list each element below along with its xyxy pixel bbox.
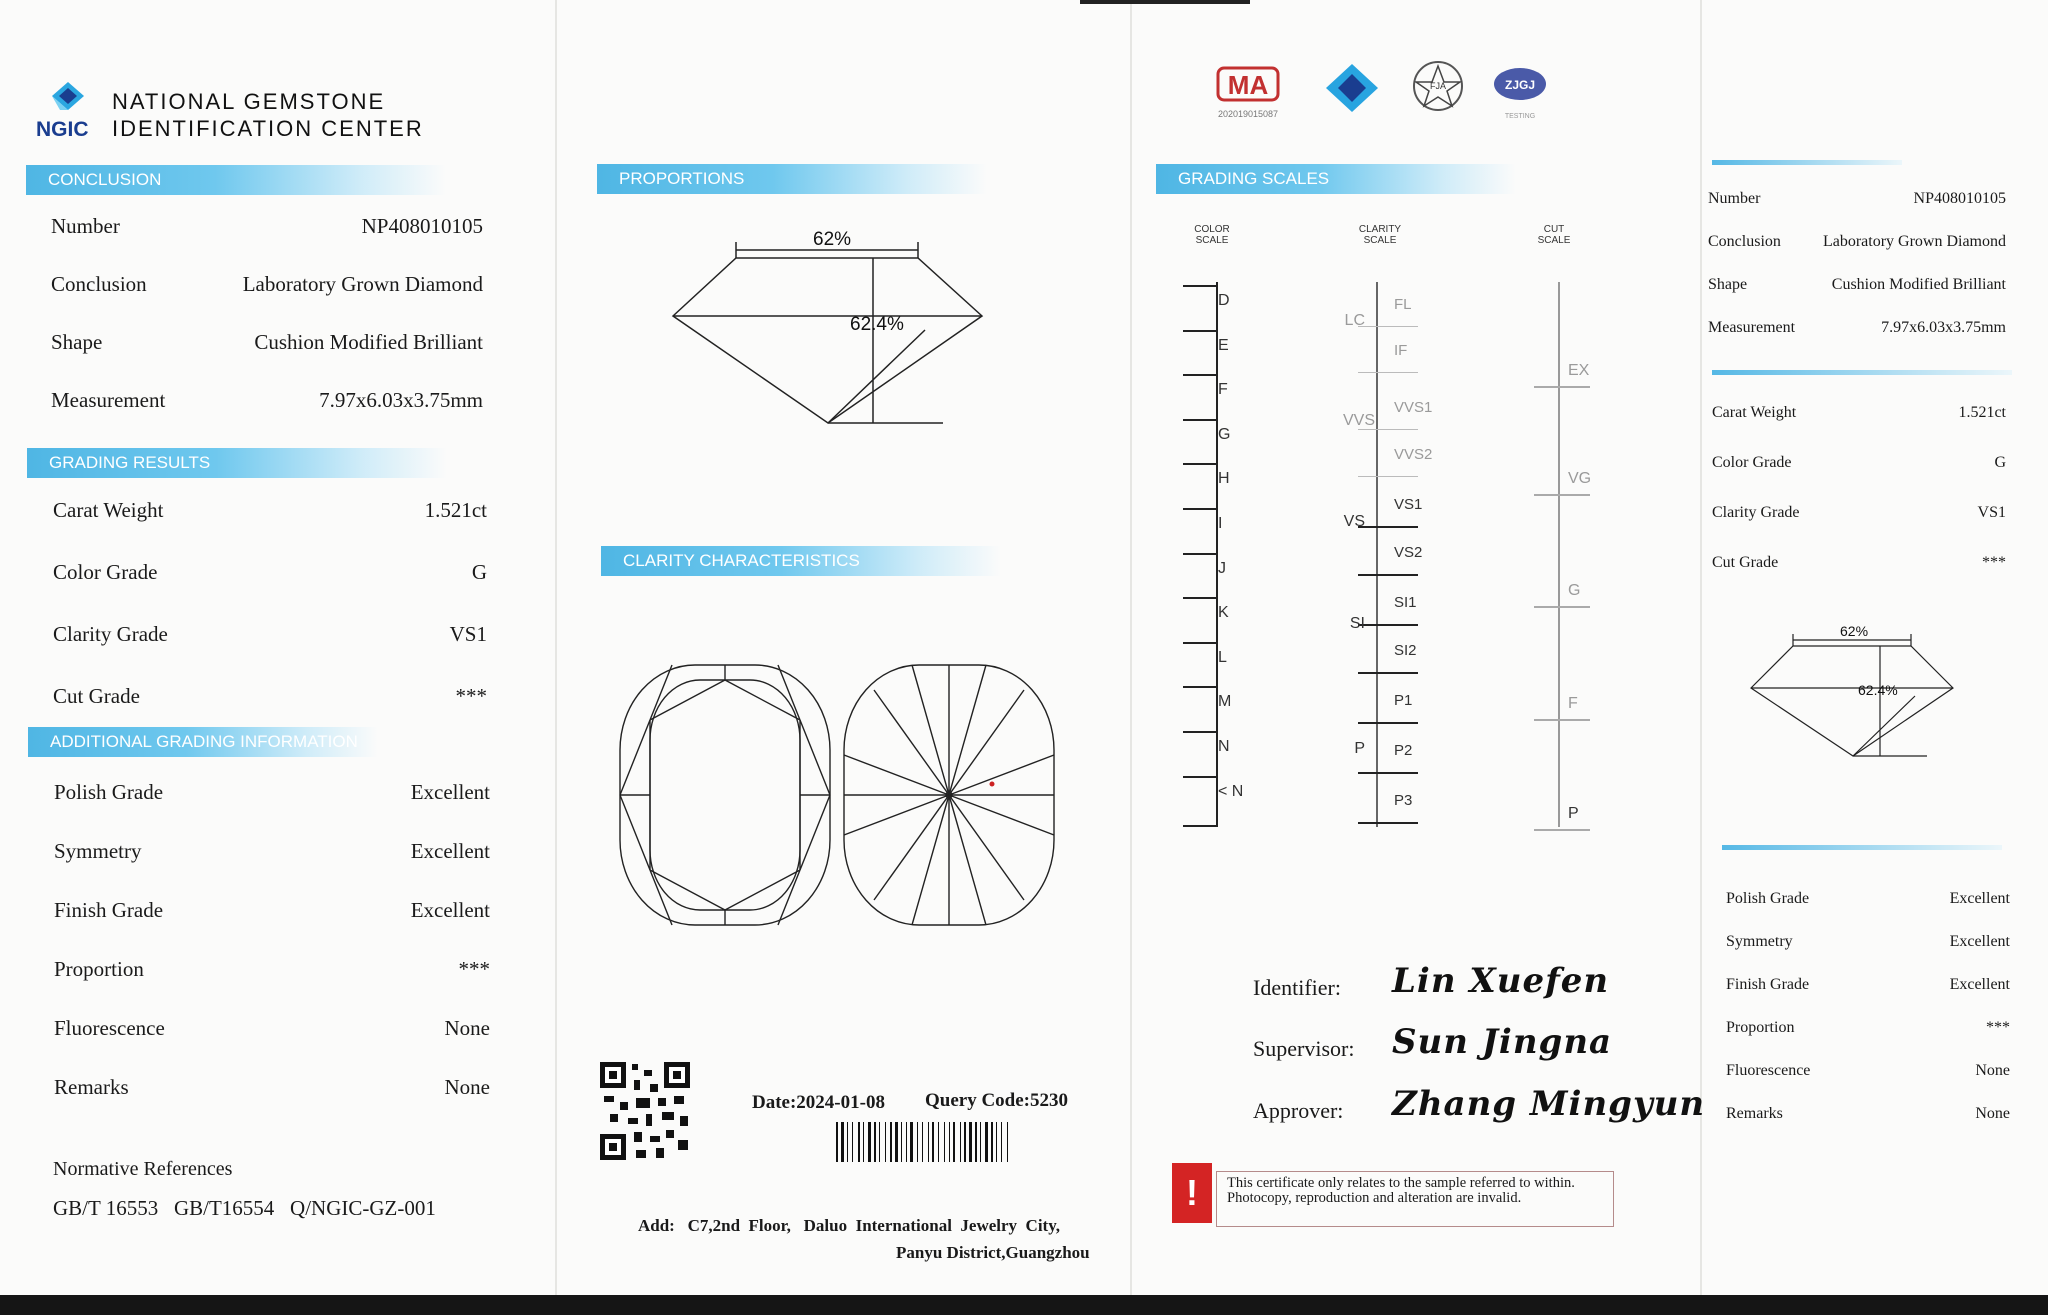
svg-text:202019015087: 202019015087 bbox=[1217, 109, 1279, 119]
barcode-bar bbox=[949, 1122, 950, 1162]
clarity-grade-label: VVS2 bbox=[1394, 446, 1433, 463]
barcode-bar bbox=[868, 1122, 871, 1162]
field-value: Laboratory Grown Diamond bbox=[242, 272, 483, 296]
field-symmetry bbox=[54, 839, 490, 866]
field-measurement bbox=[1708, 319, 2006, 341]
clarity-grade-label: P1 bbox=[1394, 692, 1413, 709]
barcode-bar bbox=[932, 1122, 934, 1162]
signature-name: Lin Xuefen bbox=[1392, 961, 1610, 1001]
scale-tick bbox=[1183, 731, 1216, 733]
field-label: Conclusion bbox=[1708, 233, 1781, 250]
clarity-grade-label: SI2 bbox=[1394, 642, 1417, 659]
barcode-bar bbox=[953, 1122, 955, 1162]
scale-tick bbox=[1358, 526, 1418, 528]
inclusion-mark bbox=[990, 782, 995, 787]
color-grade-label: M bbox=[1218, 693, 1232, 711]
scale-tick bbox=[1183, 419, 1216, 421]
barcode-bar bbox=[938, 1122, 939, 1162]
scale-tick bbox=[1183, 285, 1216, 287]
field-label: Number bbox=[1708, 190, 1761, 207]
field-label: Symmetry bbox=[1726, 933, 1793, 950]
scale-tick bbox=[1534, 494, 1590, 496]
field-value: Excellent bbox=[1949, 976, 2010, 993]
brand-short: NGIC bbox=[36, 118, 89, 141]
cut-grade-label: EX bbox=[1568, 362, 1590, 379]
color-grade-label: K bbox=[1218, 604, 1229, 622]
field-number bbox=[51, 214, 483, 241]
barcode-bar bbox=[980, 1122, 981, 1162]
field-label: Cut Grade bbox=[1712, 554, 1779, 571]
cut-scale-title: CUT SCALE bbox=[1537, 224, 1571, 246]
barcode-bar bbox=[910, 1122, 913, 1162]
color-grade-label: J bbox=[1218, 559, 1226, 577]
clarity-group-label: VS bbox=[1343, 513, 1365, 530]
notice-text: This certificate only relates to the sample referred to within. Photocopy, reproduction and alteration are invalid. bbox=[1216, 1171, 1614, 1227]
field-label: Shape bbox=[51, 330, 103, 354]
scale-tick bbox=[1183, 374, 1216, 376]
field-conclusion bbox=[51, 272, 483, 299]
barcode-bar bbox=[985, 1122, 988, 1162]
field-label: Proportion bbox=[1726, 1019, 1795, 1036]
field-proportion bbox=[1726, 1019, 2010, 1041]
page-edge bbox=[1080, 0, 1250, 4]
scale-tick bbox=[1534, 386, 1590, 388]
clarity-group-label: P bbox=[1354, 740, 1365, 757]
certificate-sheet: NATIONAL GEMSTONE IDENTIFICATION CENTER NGIC CONCLUSION Number NP408010105 Conclusion Laboratory Grown Diamond Shape Cushion Modified Brilliant Measurement 7.97x6.03x3.75mm GRADING RESULTS Carat Weight 1.521ct Color Grade G Clarity Grade VS1 Cut Grade *** ADDITIONAL GRADING INFORMATION Polish Grade Excellent Symmetry Excellent Finish Grade Excellent Proportion *** Fluorescence None Remarks None Normative References GB/T 16553 GB/T16554 Q/NGIC-GZ-001 PROPORTIONS 62% 62.4% CLARITY CHARACTERISTICS Date:2024-01-08 Query Code:5230 Add: C7,2nd Floor, Daluo International Jewelry City, Panyu District,Guangzhou MA 202019015087 FJA ZJGJ TESTING GRADING SCALES COLOR SCALE CLARITY SCALE CUT SCALE D E F G H I J K L M N < N FL IF VVS1 VVS2 VS1 VS2 SI1 SI2 P1 P2 P3 LC VVS VS SI P EX VG G F P Identifier: Lin Xuefen Supervisor: Sun Jingna Approver: Zhang Mingyun ! This certificate only relates to the sample referred to within. Photocopy, reproduction and alteration are invalid. Number NP408010105 Conclusion Laboratory Grown Diamond Shape Cushion Modified Brilliant Measurement 7.97x6.03x3.75mm Carat Weight 1.521ct Color Grade G Clarity Grade VS1 Cut Grade *** 62% 62.4% Polish Grade Excellent Symmetry Excellent Finish Grade Excellent Proportion *** Fluorescence None Remarks None bbox=[0, 0, 2048, 1315]
brand-name: NATIONAL GEMSTONE IDENTIFICATION CENTER bbox=[112, 89, 424, 141]
field-value: 1.521ct bbox=[1958, 404, 2006, 421]
field-shape bbox=[1708, 276, 2006, 298]
barcode-bar bbox=[922, 1122, 923, 1162]
barcode-bar bbox=[836, 1122, 838, 1162]
section-additional: ADDITIONAL GRADING INFORMATION bbox=[28, 727, 378, 757]
ngic-logo-icon bbox=[44, 80, 92, 120]
field-fluorescence bbox=[1726, 1062, 2010, 1084]
scale-tick bbox=[1358, 624, 1418, 626]
field-value: *** bbox=[455, 684, 487, 708]
section-grading-results: GRADING RESULTS bbox=[27, 448, 447, 478]
warning-icon: ! bbox=[1172, 1163, 1212, 1223]
field-value: *** bbox=[458, 957, 490, 981]
field-value: 7.97x6.03x3.75mm bbox=[1881, 319, 2006, 336]
color-grade-label: F bbox=[1218, 381, 1228, 399]
barcode-bar bbox=[996, 1122, 997, 1162]
field-finish-grade bbox=[1726, 976, 2010, 998]
barcode-bar bbox=[906, 1122, 907, 1162]
scale-tick bbox=[1183, 330, 1216, 332]
barcode-bar bbox=[960, 1122, 961, 1162]
scale-tick bbox=[1183, 597, 1216, 599]
field-label: Clarity Grade bbox=[1712, 504, 1800, 521]
field-label: Finish Grade bbox=[54, 898, 164, 922]
clarity-grade-label: VS1 bbox=[1394, 496, 1423, 513]
summary-proportions-diagram bbox=[1745, 620, 1965, 760]
field-value: NP408010105 bbox=[1913, 190, 2006, 207]
scale-tick bbox=[1358, 429, 1418, 430]
signature-role: Approver: bbox=[1253, 1098, 1344, 1123]
field-symmetry bbox=[1726, 933, 2010, 955]
scale-tick bbox=[1183, 463, 1216, 465]
fja-seal-icon bbox=[1410, 58, 1466, 114]
signature-name: Sun Jingna bbox=[1392, 1022, 1613, 1062]
field-value: None bbox=[444, 1075, 490, 1099]
barcode-bar bbox=[847, 1122, 848, 1162]
field-value: Excellent bbox=[410, 780, 490, 804]
barcode-bar bbox=[1001, 1122, 1002, 1162]
field-value: Excellent bbox=[410, 839, 490, 863]
query-code: Query Code:5230 bbox=[925, 1090, 1069, 1111]
color-grade-label: N bbox=[1218, 738, 1230, 755]
field-conclusion bbox=[1708, 233, 2006, 255]
clarity-grade-label: VVS1 bbox=[1394, 399, 1433, 416]
field-label: Polish Grade bbox=[1726, 890, 1810, 907]
scale-tick bbox=[1183, 686, 1216, 688]
table-percent: 62% bbox=[813, 229, 852, 250]
field-label: Fluorescence bbox=[1726, 1062, 1811, 1079]
svg-text:ZJGJ: ZJGJ bbox=[1504, 78, 1536, 92]
field-color-grade bbox=[1712, 454, 2006, 476]
cut-grade-label: P bbox=[1568, 805, 1579, 822]
barcode-bar bbox=[895, 1122, 898, 1162]
field-number bbox=[1708, 190, 2006, 212]
clarity-grade-label: SI1 bbox=[1394, 594, 1417, 611]
clarity-group-label: LC bbox=[1344, 312, 1365, 329]
field-value: None bbox=[444, 1016, 490, 1040]
scale-tick bbox=[1534, 606, 1590, 608]
barcode-bar bbox=[858, 1122, 860, 1162]
scale-tick bbox=[1358, 372, 1418, 373]
svg-text:MA: MA bbox=[1227, 70, 1269, 100]
clarity-grade-label: IF bbox=[1394, 342, 1408, 359]
field-label: Carat Weight bbox=[53, 498, 164, 522]
clarity-group-label: SI bbox=[1349, 615, 1365, 632]
scale-tick bbox=[1183, 642, 1216, 644]
section-clarity: CLARITY CHARACTERISTICS bbox=[601, 546, 1001, 576]
barcode-bar bbox=[1007, 1122, 1008, 1162]
scale-tick bbox=[1358, 772, 1418, 774]
summary-divider bbox=[1712, 370, 2012, 375]
field-proportion bbox=[54, 957, 490, 984]
barcode-bar bbox=[841, 1122, 844, 1162]
field-label: Polish Grade bbox=[54, 780, 164, 804]
color-scale-title: COLOR SCALE bbox=[1194, 224, 1230, 246]
field-label: Remarks bbox=[54, 1075, 129, 1099]
summary-divider bbox=[1712, 160, 1902, 165]
field-value: Excellent bbox=[1949, 933, 2010, 950]
address-line2: Panyu District,Guangzhou bbox=[896, 1243, 1090, 1262]
field-shape bbox=[51, 330, 483, 357]
field-cut-grade bbox=[1712, 554, 2006, 576]
color-grade-label: H bbox=[1218, 470, 1230, 488]
field-label: Color Grade bbox=[53, 560, 158, 584]
clarity-grade-label: P3 bbox=[1394, 792, 1413, 809]
barcode-bar bbox=[863, 1122, 864, 1162]
field-label: Symmetry bbox=[54, 839, 142, 863]
qr-code-icon bbox=[600, 1062, 692, 1162]
field-value: NP408010105 bbox=[361, 214, 483, 238]
barcode-bar bbox=[885, 1122, 886, 1162]
field-clarity-grade bbox=[1712, 504, 2006, 526]
svg-text:TESTING: TESTING bbox=[1504, 113, 1536, 120]
field-carat-weight bbox=[1712, 404, 2006, 426]
validity-notice bbox=[1172, 1163, 1618, 1237]
barcode-bar bbox=[874, 1122, 876, 1162]
field-cut-grade bbox=[53, 684, 487, 711]
fold-line bbox=[1130, 0, 1132, 1315]
barcode-bar bbox=[879, 1122, 880, 1162]
field-label: Clarity Grade bbox=[53, 622, 168, 646]
field-value: Excellent bbox=[410, 898, 490, 922]
issue-date: Date:2024-01-08 bbox=[752, 1092, 885, 1113]
field-value: *** bbox=[1986, 1019, 2010, 1036]
field-label: Finish Grade bbox=[1726, 976, 1810, 993]
field-label: Proportion bbox=[54, 957, 144, 981]
field-measurement bbox=[51, 388, 483, 415]
scale-tick bbox=[1183, 825, 1216, 827]
clarity-plot bbox=[612, 660, 1062, 930]
field-value: VS1 bbox=[449, 622, 487, 646]
barcode-bar bbox=[852, 1122, 853, 1162]
signature-role: Supervisor: bbox=[1253, 1036, 1355, 1061]
barcode-bar bbox=[944, 1122, 945, 1162]
barcode-bar bbox=[964, 1122, 966, 1162]
scale-tick bbox=[1376, 282, 1378, 827]
field-value: 1.521ct bbox=[424, 498, 487, 522]
color-grade-label: D bbox=[1218, 292, 1230, 309]
barcode-bar bbox=[928, 1122, 929, 1162]
clarity-grade-label: P2 bbox=[1394, 742, 1413, 759]
section-proportions: PROPORTIONS bbox=[597, 164, 987, 194]
signature-role: Identifier: bbox=[1253, 975, 1341, 1000]
clarity-grade-label: VS2 bbox=[1394, 544, 1423, 561]
section-grading-scales: GRADING SCALES bbox=[1156, 164, 1516, 194]
color-grade-label: L bbox=[1218, 648, 1227, 666]
zjgj-logo bbox=[1490, 64, 1550, 122]
field-value: 7.97x6.03x3.75mm bbox=[319, 388, 483, 412]
cut-grade-label: G bbox=[1568, 582, 1581, 599]
fold-line bbox=[555, 0, 557, 1315]
field-value: G bbox=[1994, 454, 2006, 471]
field-value: *** bbox=[1982, 554, 2006, 571]
field-clarity-grade bbox=[53, 622, 487, 649]
field-label: Number bbox=[51, 214, 120, 238]
summary-divider bbox=[1722, 845, 2002, 850]
field-polish-grade bbox=[54, 780, 490, 807]
field-label: Measurement bbox=[1708, 319, 1796, 336]
scale-tick bbox=[1534, 829, 1590, 831]
field-finish-grade bbox=[54, 898, 490, 925]
scale-tick bbox=[1534, 719, 1590, 721]
barcode-bar bbox=[890, 1122, 892, 1162]
barcode bbox=[836, 1122, 1078, 1164]
barcode-bar bbox=[975, 1122, 977, 1162]
field-label: Fluorescence bbox=[54, 1016, 165, 1040]
scale-tick bbox=[1183, 508, 1216, 510]
field-value: None bbox=[1975, 1062, 2010, 1079]
scale-tick bbox=[1558, 282, 1560, 827]
scale-tick bbox=[1358, 672, 1418, 674]
color-grade-label: I bbox=[1218, 515, 1223, 532]
proportions-diagram bbox=[660, 220, 1000, 430]
cma-logo bbox=[1210, 64, 1290, 122]
field-label: Conclusion bbox=[51, 272, 147, 296]
field-label: Carat Weight bbox=[1712, 404, 1797, 421]
field-fluorescence bbox=[54, 1016, 490, 1043]
color-grade-label: E bbox=[1218, 336, 1229, 354]
barcode-bar bbox=[991, 1122, 993, 1162]
svg-text:FJA: FJA bbox=[1429, 81, 1447, 91]
field-value: VS1 bbox=[1977, 504, 2006, 521]
field-label: Color Grade bbox=[1712, 454, 1792, 471]
scale-tick bbox=[1358, 722, 1418, 724]
scale-tick bbox=[1183, 553, 1216, 555]
barcode-bar bbox=[917, 1122, 918, 1162]
scale-tick bbox=[1358, 476, 1418, 477]
scale-tick bbox=[1358, 574, 1418, 576]
clarity-group-label: VVS bbox=[1343, 412, 1376, 429]
barcode-bar bbox=[969, 1122, 972, 1162]
address-line1: Add: C7,2nd Floor, Daluo International Jewelry City, bbox=[638, 1216, 1061, 1235]
field-value: None bbox=[1975, 1105, 2010, 1122]
barcode-bar bbox=[901, 1122, 902, 1162]
field-remarks bbox=[1726, 1105, 2010, 1127]
field-label: Measurement bbox=[51, 388, 166, 412]
field-value: G bbox=[471, 560, 487, 584]
section-conclusion: CONCLUSION bbox=[26, 165, 446, 195]
cut-grade-label: VG bbox=[1568, 470, 1592, 487]
field-value: Cushion Modified Brilliant bbox=[254, 330, 483, 354]
color-grade-label: < N bbox=[1218, 782, 1244, 800]
ngic-accreditation-icon bbox=[1320, 60, 1384, 120]
depth-percent: 62.4% bbox=[850, 314, 904, 335]
field-carat-weight bbox=[53, 498, 487, 525]
scale-tick bbox=[1358, 326, 1418, 327]
field-label: Remarks bbox=[1726, 1105, 1783, 1122]
field-polish-grade bbox=[1726, 890, 2010, 912]
field-value: Cushion Modified Brilliant bbox=[1831, 276, 2006, 293]
field-color-grade bbox=[53, 560, 487, 587]
cut-grade-label: F bbox=[1568, 695, 1578, 712]
scale-tick bbox=[1183, 776, 1216, 778]
clarity-grade-label: FL bbox=[1394, 296, 1412, 313]
field-remarks bbox=[54, 1075, 490, 1102]
summary-table-percent: 62% bbox=[1840, 623, 1869, 639]
page-edge bbox=[0, 1295, 2048, 1315]
signature-name: Zhang Mingyun bbox=[1392, 1084, 1706, 1124]
scale-tick bbox=[1358, 822, 1418, 824]
field-label: Shape bbox=[1708, 276, 1748, 293]
summary-depth-percent: 62.4% bbox=[1858, 682, 1898, 698]
field-value: Laboratory Grown Diamond bbox=[1822, 233, 2006, 250]
color-grade-label: G bbox=[1218, 425, 1231, 443]
clarity-scale-title: CLARITY SCALE bbox=[1358, 224, 1402, 246]
field-value: Excellent bbox=[1949, 890, 2010, 907]
field-label: Cut Grade bbox=[53, 684, 140, 708]
